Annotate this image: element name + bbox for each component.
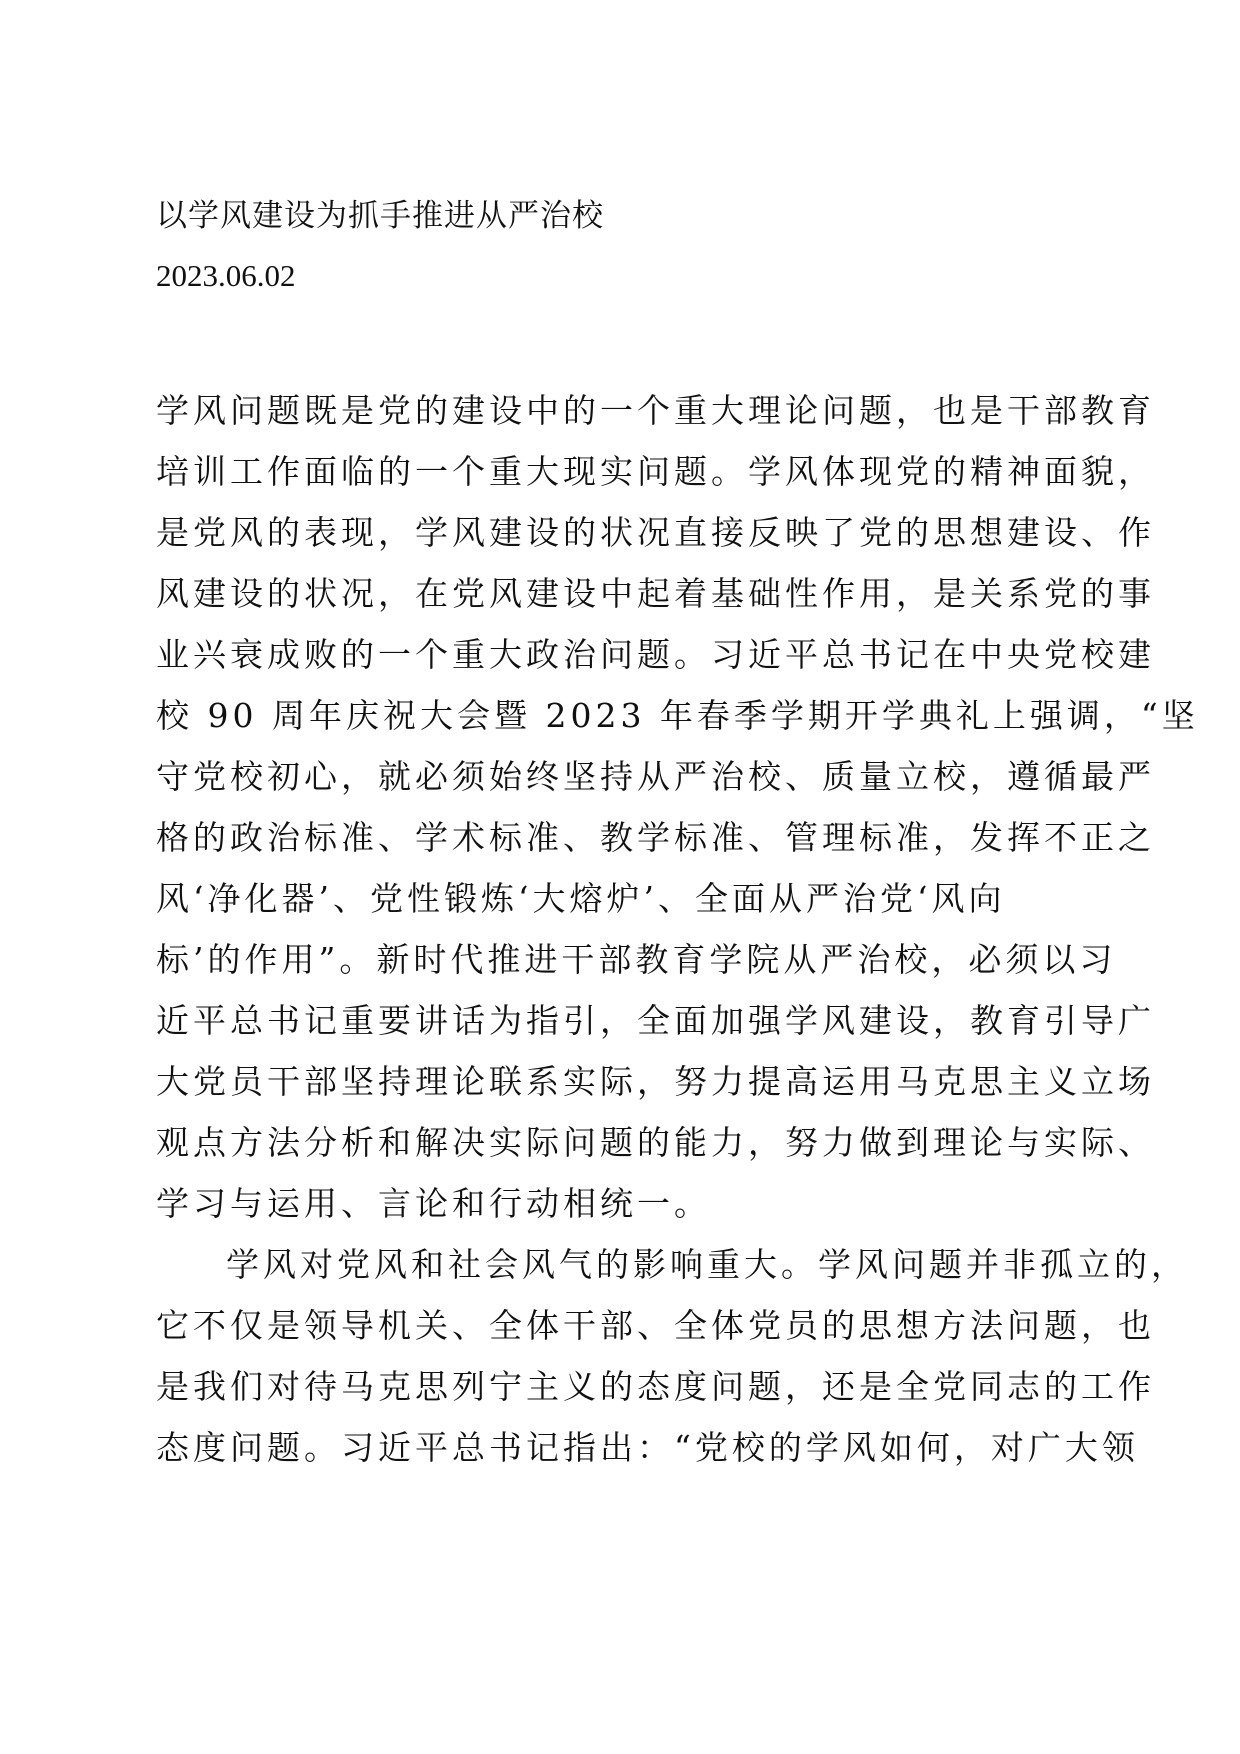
- paragraph-2: [156, 1234, 1188, 1478]
- paragraph-line: 校 90 周年庆祝大会暨 2023 年春季学期开学典礼上强调，“坚: [156, 696, 1199, 735]
- paragraph-line: 观点方法分析和解决实际问题的能力，努力做到理论与实际、: [156, 1123, 1155, 1162]
- document-title: 以学风建设为抓手推进从严治校: [156, 198, 604, 234]
- paragraph-line: 标’的作用”。新时代推进干部教育学院从严治校，必须以习: [156, 940, 1117, 979]
- document-body: [156, 380, 1199, 1478]
- paragraph-line: 培训工作面临的一个重大现实问题。学风体现党的精神面貌，: [156, 452, 1155, 491]
- paragraph-line: 学风问题既是党的建设中的一个重大理论问题，也是干部教育: [156, 391, 1155, 430]
- paragraph-1: [156, 380, 1199, 1234]
- paragraph-line: 学风对党风和社会风气的影响重大。学风问题并非孤立的，: [226, 1245, 1188, 1284]
- paragraph-line: 风‘净化器’、党性锻炼‘大熔炉’、全面从严治党‘风向: [156, 879, 1006, 918]
- paragraph-line: 大党员干部坚持理论联系实际，努力提高运用马克思主义立场: [156, 1062, 1155, 1101]
- paragraph-line: 风建设的状况，在党风建设中起着基础性作用，是关系党的事: [156, 574, 1155, 613]
- paragraph-line: 格的政治标准、学术标准、教学标准、管理标准，发挥不正之: [156, 818, 1155, 857]
- paragraph-line: 近平总书记重要讲话为指引，全面加强学风建设，教育引导广: [156, 1001, 1155, 1040]
- paragraph-line: 是我们对待马克思列宁主义的态度问题，还是全党同志的工作: [156, 1367, 1155, 1406]
- paragraph-line: 守党校初心，就必须始终坚持从严治校、质量立校，遵循最严: [156, 757, 1155, 796]
- paragraph-line: 学习与运用、言论和行动相统一。: [156, 1184, 711, 1223]
- paragraph-line: 它不仅是领导机关、全体干部、全体党员的思想方法问题，也: [156, 1306, 1155, 1345]
- document-date: 2023.06.02: [156, 258, 296, 293]
- paragraph-line: 业兴衰成败的一个重大政治问题。习近平总书记在中央党校建: [156, 635, 1155, 674]
- paragraph-line: 态度问题。习近平总书记指出：“党校的学风如何，对广大领: [156, 1428, 1139, 1467]
- paragraph-line: 是党风的表现，学风建设的状况直接反映了党的思想建设、作: [156, 513, 1155, 552]
